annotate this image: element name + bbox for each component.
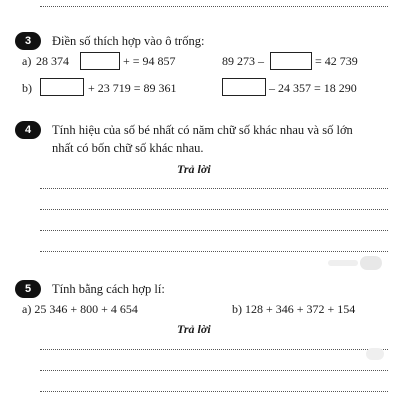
answer-line[interactable]	[40, 370, 388, 371]
show-through-mark	[360, 256, 382, 270]
ex3-a1-right: + = 94 857	[123, 54, 176, 68]
answer-line[interactable]	[40, 188, 388, 189]
answer-line[interactable]	[40, 209, 388, 210]
exercise-3-badge: 3	[15, 32, 41, 50]
exercise-5-title: Tính bằng cách hợp lí:	[52, 282, 165, 296]
exercise-5-badge: 5	[15, 280, 41, 298]
answer-line[interactable]	[40, 230, 388, 231]
ex5-part-b: b) 128 + 346 + 372 + 154	[232, 302, 356, 316]
exercise-4-line1: Tính hiệu của số bé nhất có năm chữ số khác nhau và số lớn	[52, 123, 353, 137]
ex3-a1-left: 28 374	[36, 54, 69, 68]
exercise-3-title: Điền số thích hợp vào ô trống:	[52, 34, 205, 48]
ex3-b2-right: – 24 357 = 18 290	[269, 81, 357, 95]
exercise-5-answer-label: Trả lời	[177, 322, 211, 336]
answer-line[interactable]	[40, 349, 388, 350]
ex3-b-label: b)	[22, 81, 32, 95]
show-through-mark	[328, 260, 358, 266]
exercise-4-answer-label: Trả lời	[177, 162, 211, 176]
ex3-b1-right: + 23 719 = 89 361	[88, 81, 177, 95]
ex3-a-label: a)	[22, 54, 32, 68]
ex3-b1-blank-box[interactable]	[40, 78, 84, 96]
ex5-part-a: a) 25 346 + 800 + 4 654	[22, 302, 138, 316]
ex3-a2-left: 89 273 –	[222, 54, 264, 68]
exercise-4-badge: 4	[15, 121, 41, 139]
answer-line[interactable]	[40, 251, 388, 252]
show-through-mark	[366, 348, 384, 360]
ex3-a2-right: = 42 739	[315, 54, 358, 68]
answer-line-top	[40, 6, 388, 7]
ex3-a1-blank-box[interactable]	[80, 52, 120, 70]
ex3-b2-blank-box[interactable]	[222, 78, 266, 96]
ex3-a2-blank-box[interactable]	[270, 52, 312, 70]
answer-line[interactable]	[40, 391, 388, 392]
exercise-4-line2: nhất có bốn chữ số khác nhau.	[52, 141, 204, 155]
